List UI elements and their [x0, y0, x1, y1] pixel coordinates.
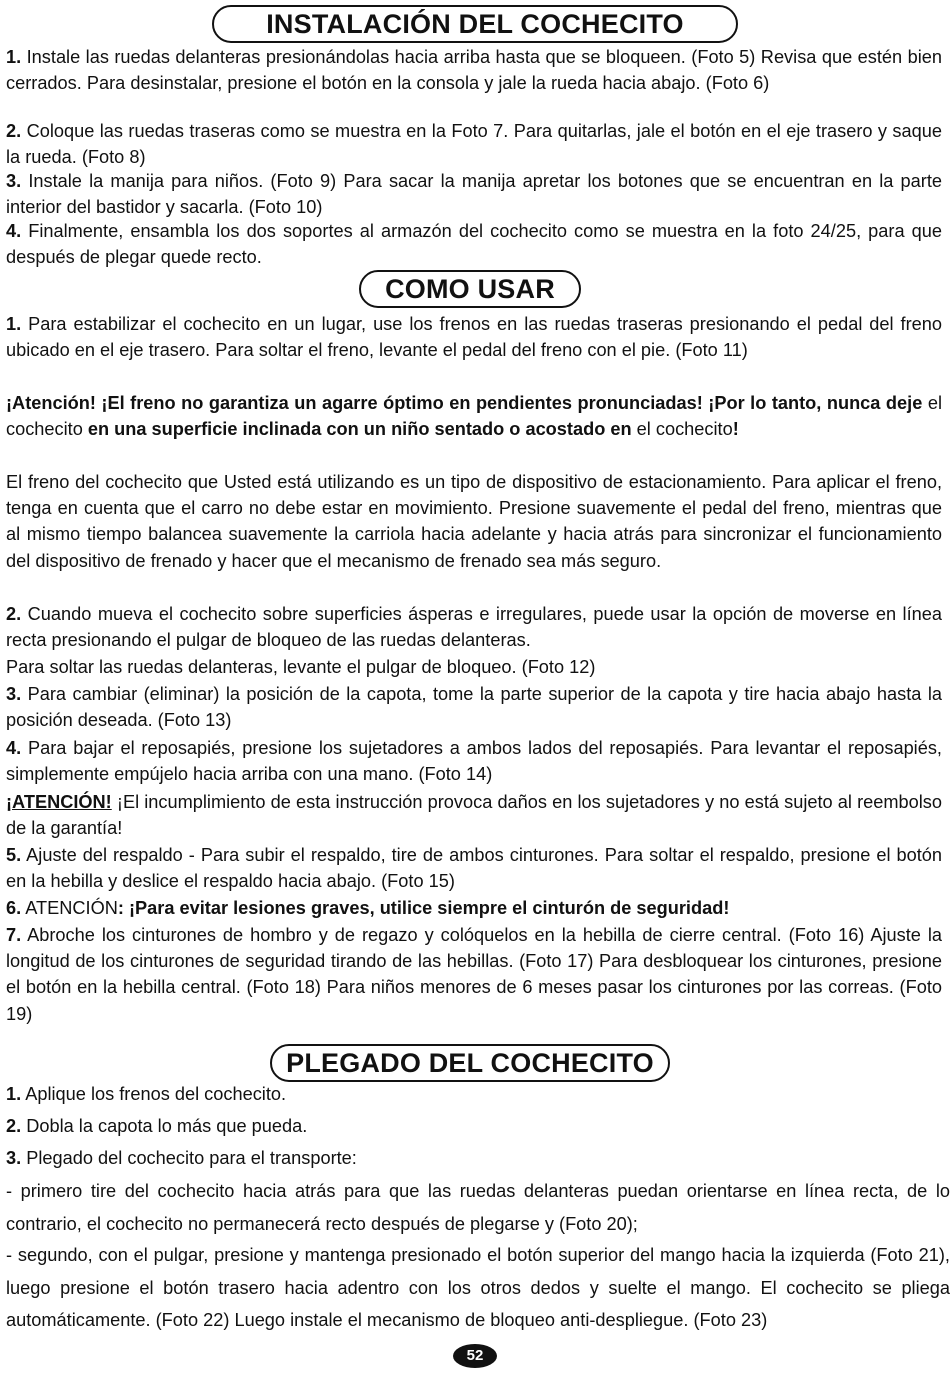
- fold-detail-2: - segundo, con el pulgar, presione y mantenga presionado el botón superior del mango hacia la izquierda (Foto 21), luego presione el botón trasero hacia adentro con los otros dedos y suelte el mango. El cochecito se pliega automáticamente. (Foto 22) Luego instale el mecanismo de bloqueo anti-despliegue. (Foto 23): [6, 1245, 950, 1330]
- use-step-4: 4. Para bajar el reposapiés, presione los sujetadores a ambos lados del reposapiés. Para levantar el reposapiés, simplemente empújelo hacia arriba con una mano. (Foto 14): [6, 738, 942, 785]
- fold-step-2: 2. Dobla la capota lo más que pueda.: [6, 1116, 308, 1136]
- fold-step-3: 3. Plegado del cochecito para el transporte:: [6, 1148, 357, 1168]
- install-step-2: 2. Coloque las ruedas traseras como se muestra en la Foto 7. Para quitarlas, jale el botón en el eje trasero y saque la rueda. (Foto 8): [6, 121, 942, 168]
- fold-detail-1: - primero tire del cochecito hacia atrás para que las ruedas delanteras puedan orientarse en línea recta, de lo contrario, el cochecito no permanecerá recto después de plegarse y (Foto 20);: [6, 1181, 950, 1234]
- attention-note: ¡ATENCIÓN! ¡El incumplimiento de esta instrucción provoca daños en los sujetadores y no está sujeto al reembolso de la garantía!: [6, 792, 942, 839]
- install-step-1: 1. Instale las ruedas delanteras presionándolas hacia arriba hasta que se bloqueen. (Foto 5) Revisa que estén bien cerrados. Para desinstalar, presione el botón en la consola y jale la rueda hacia abajo. (Foto 6): [6, 47, 942, 94]
- fold-heading: [0, 1044, 940, 1082]
- install-step-3: 3. Instale la manija para niños. (Foto 9) Para sacar la manija apretar los botones que se encuentran en la parte interior del bastidor y sacarla. (Foto 10): [6, 171, 942, 218]
- install-heading: [0, 5, 950, 43]
- brake-description: El freno del cochecito que Usted está utilizando es un tipo de dispositivo de estacionamiento. Para aplicar el freno, tenga en cuenta que el carro no debe estar en movimiento. Presione suavemente el pedal del freno, mientras que al mismo tiempo balancea suavemente la carriola hacia adelante y hacia atrás para sincronizar el funcionamiento del dispositivo de frenado y hacer que el mecanismo de frenado sea más seguro.: [6, 472, 942, 571]
- use-step-6: 6. ATENCIÓN: ¡Para evitar lesiones graves, utilice siempre el cinturón de seguridad!: [6, 898, 730, 918]
- use-step-2: 2. Cuando mueva el cochecito sobre superficies ásperas e irregulares, puede usar la opción de moverse en línea recta presionando el pulgar de bloqueo de las ruedas delanteras.: [6, 604, 942, 651]
- use-step-3: 3. Para cambiar (eliminar) la posición de la capota, tome la parte superior de la capota y tire hacia abajo hasta la posición deseada. (Foto 13): [6, 684, 942, 731]
- page-number-badge: 52: [453, 1344, 497, 1368]
- install-step-4: 4. Finalmente, ensambla los dos soportes al armazón del cochecito como se muestra en la foto 24/25, para que después de plegar quede recto.: [6, 221, 942, 268]
- use-title: COMO USAR: [359, 270, 581, 308]
- fold-title: PLEGADO DEL COCHECITO: [270, 1044, 670, 1082]
- fold-step-1: 1. Aplique los frenos del cochecito.: [6, 1084, 287, 1104]
- use-step-5: 5. Ajuste del respaldo - Para subir el respaldo, tire de ambos cinturones. Para soltar el respaldo, presione el botón en la hebilla y deslice el respaldo hacia abajo. (Foto 15): [6, 845, 942, 892]
- brake-warning: ¡Atención! ¡El freno no garantiza un agarre óptimo en pendientes pronunciadas! ¡Por lo tanto, nunca deje el cochecito en una superficie inclinada con un niño sentado o acostado en el cochecito!: [6, 393, 942, 440]
- use-step-1: 1. Para estabilizar el cochecito en un lugar, use los frenos en las ruedas traseras presionando el pedal del freno ubicado en el eje trasero. Para soltar el freno, levante el pedal del freno con el pie. (Foto 11): [6, 314, 942, 361]
- install-title: INSTALACIÓN DEL COCHECITO: [212, 5, 738, 43]
- use-step-2-release: Para soltar las ruedas delanteras, levante el pulgar de bloqueo. (Foto 12): [6, 657, 596, 677]
- use-heading: [0, 270, 940, 308]
- use-step-7: 7. Abroche los cinturones de hombro y de regazo y colóquelos en la hebilla de cierre central. (Foto 16) Ajuste la longitud de los cinturones de seguridad tirando de las hebillas. (Foto 17) Para desbloquear los cinturones, presione el botón en la hebilla central. (Foto 18) Para niños menores de 6 meses pasar los cinturones por las correas. (Foto 19): [6, 925, 942, 1024]
